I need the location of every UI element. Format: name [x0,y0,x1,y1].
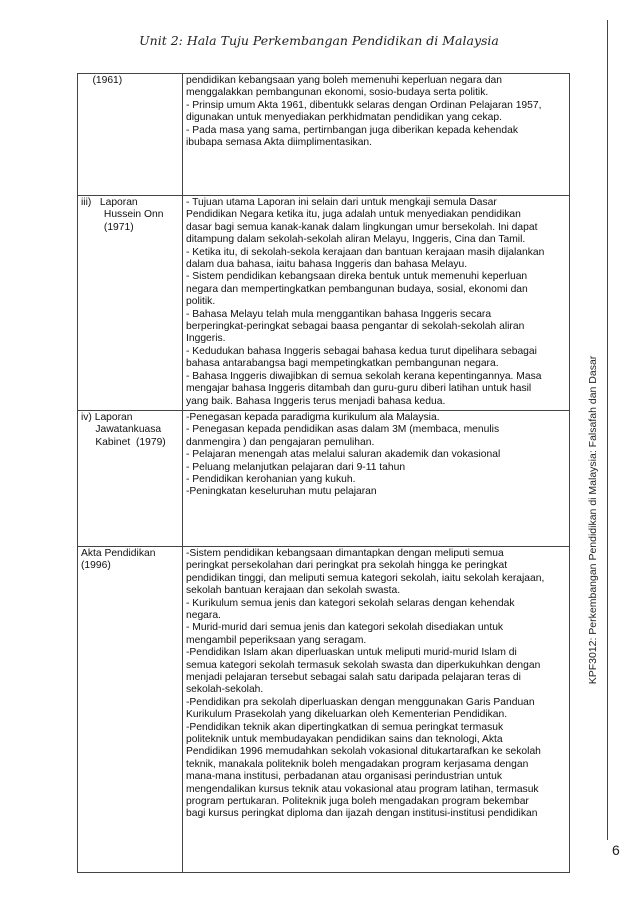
row-label-line: iv) Laporan [81,411,133,423]
page-header [0,33,638,48]
row-content-line: digunakan untuk menyediakan perkhidmatan pendidikan yang cekap. [186,112,502,124]
row-content-line: - Prinsip umum Akta 1961, dibentukk selaras dengan Ordinan Pelajaran 1957, [186,99,542,111]
row-label-cell [78,410,183,546]
row-content-line: bagi kursus peringkat diploma dan ijazah dengan institusi-institusi pendidikan [186,808,538,820]
table-row [78,196,570,411]
row-content-line: mengajar bahasa Inggeris ditambah dan guru-guru diberi latihan untuk hasil [186,383,532,395]
row-content-line: ibubapa semasa Akta diimplimentasikan. [186,137,373,149]
row-label-cell [78,546,183,872]
row-content-line: -Penegasan kepada paradigma kurikulum ala Malaysia. [186,411,440,423]
row-content-line: - Ketika itu, di sekolah-sekola kerajaan dan bantuan kerajaan masih dijalankan [186,246,545,258]
row-content-line: -Sistem pendidikan kebangsaan dimantapkan dengan meliputi semua [186,547,504,559]
row-label-cell [78,196,183,411]
content-table [77,73,570,873]
row-content-line: - Sistem pendidikan kebangsaan direka bentuk untuk memenuhi keperluan [186,271,528,283]
row-content-line: pendidikan kebangsaan yang boleh memenuhi keperluan negara dan [186,75,503,86]
row-label-line: Hussein Onn [81,209,164,221]
row-content-line: -Peningkatan keseluruhan mutu pelajaran [186,486,377,498]
table-row [78,410,570,546]
row-content-line: dasar bagi semua kanak-kanak dalam lingkungan umur bersekolah. Ini dapat [186,221,538,233]
row-content-line: peringkat persekolahan dari peringkat pra sekolah hingga ke peringkat [186,560,508,572]
row-content-line: - Bahasa Melayu telah mula menggantikan bahasa Inggeris secara [186,308,492,320]
row-content-line: Kurikulum Prasekolah yang dikeluarkan oleh Kementerian Pendidikan. [186,709,508,721]
table-row [78,546,570,872]
row-content-line: - Peluang melanjutkan pelajaran dari 9-11 tahun [186,461,406,473]
row-content-line: ditampung dalam sekolah-sekolah aliran Melayu, Inggeris, Cina dan Tamil. [186,234,526,246]
row-content-line: bahasa antarabangsa bagi mempetingkatkan pembangunan negara. [186,358,499,370]
page-number: 6 [612,842,620,858]
row-content-line: program pertukaran. Politeknik juga boleh mengadakan program bekembar [186,796,529,808]
row-content-line: berperingkat-peringkat sebagai baasa pengantar di sekolah-sekolah aliran [186,321,525,333]
row-content-cell [183,196,570,411]
row-content-line: Pendidikan Negara ketika itu, juga adalah untuk menyediakan pendidikan [186,209,521,221]
row-content-line: politeknik untuk membudayakan pendidikan sains dan teknologi, Akta [186,734,503,745]
row-content-line: menggalakkan pembangunan ekonomi, sosio-budaya serta politik. [186,87,489,99]
row-label-line: (1971) [81,221,134,233]
row-content-line: - Murid-murid dari semua jenis dan kategori sekolah disediakan untuk [186,622,504,634]
row-content-cell [183,410,570,546]
row-content-line: - Pelajaran menengah atas melalui saluran akademik dan vokasional [186,449,501,461]
row-content-line: - Pendidikan kerohanian yang kukuh. [186,473,356,485]
row-content-line: -Pendidikan Islam akan diperluaskan untuk meliputi murid-murid Islam di [186,647,517,659]
row-content-line: menjadi pelajaran tersebut sebagai salah satu daripada pelajaran teras di [186,671,521,683]
row-content-line: mengambil peperiksaan yang seragam. [186,634,367,646]
row-content-line: mana-mana institusi, perbadanan atau organisasi perindustrian untuk [186,771,502,783]
row-content-line: mengendalikan kursus teknik atau vokasional atau program latihan, termasuk [186,783,539,795]
row-label-line: Kabinet (1979) [81,436,166,448]
row-label-line: Akta Pendidikan [81,547,156,559]
row-label-line: (1961) [81,75,123,86]
row-content-line: Inggeris. [186,333,226,345]
row-content-cell [183,546,570,872]
row-content-line: sekolah bantuan kerajaan dan sekolah swasta. [186,585,401,597]
row-content-line: negara. [186,609,221,621]
row-content-line: - Penegasan kepada pendidikan asas dalam 3M (membaca, menulis [186,424,500,436]
row-content-line: sekolah-sekolah. [186,684,264,696]
row-content-line: -Pendidikan teknik akan dipertingkatkan di semua peringkat termasuk [186,721,504,733]
row-label-line: iii) Laporan [81,197,138,208]
header-title: Unit 2: Hala Tuju Perkembangan Pendidikan di Malaysia [139,33,499,48]
row-content-line: Pendidikan 1996 memudahkan sekolah vokasional ditukartarafkan ke sekolah [186,746,541,758]
row-content-line: dalam dua bahasa, iaitu bahasa Inggeris dan bahasa Melayu. [186,259,468,271]
row-label-line: (1996) [81,560,111,572]
sidebar-course-text: KPF3012: Perkembangan Pendidikan di Malaysia: Falsafah dan Dasar [587,355,599,685]
row-content-line: pendidikan tinggi, dan meliputi semua kategori sekolah, iaitu sekolah kerajaan, [186,572,545,584]
row-content-line: - Kurikulum semua jenis dan kategori sekolah selaras dengan kehendak [186,597,515,609]
row-content-line: danmengira ) dan pengajaran pemulihan. [186,436,375,448]
row-content-line: - Tujuan utama Laporan ini selain dari untuk mengkaji semula Dasar [186,197,497,208]
row-content-line: - Pada masa yang sama, pertirnbangan juga diberikan kepada kehendak [186,124,519,136]
row-content-cell [183,74,570,196]
row-label-line: Jawatankuasa [81,424,162,436]
row-content-line: politik. [186,296,216,308]
sidebar-divider [607,20,608,840]
row-content-line: -Pendidikan pra sekolah diperluaskan dengan menggunakan Garis Panduan [186,696,535,708]
row-content-line: teknik, manakala politeknik boleh mengadakan program kerjasama dengan [186,758,529,770]
table-row [78,74,570,196]
row-content-line: - Bahasa Inggeris diwajibkan di semua sekolah kerana kepentingannya. Masa [186,370,542,382]
row-content-line: semua kategori sekolah termasuk sekolah swasta dan diperkukuhkan dengan [186,659,541,671]
row-content-line: - Kedudukan bahasa Inggeris sebagai bahasa kedua turut dipelihara sebagai [186,345,537,357]
row-content-line: yang baik. Bahasa Inggeris terus menjadi bahasa kedua. [186,395,446,407]
row-label-cell [78,74,183,196]
row-content-line: negara dan mempertingkatkan pembangunan budaya, sosial, ekonomi dan [186,283,528,295]
